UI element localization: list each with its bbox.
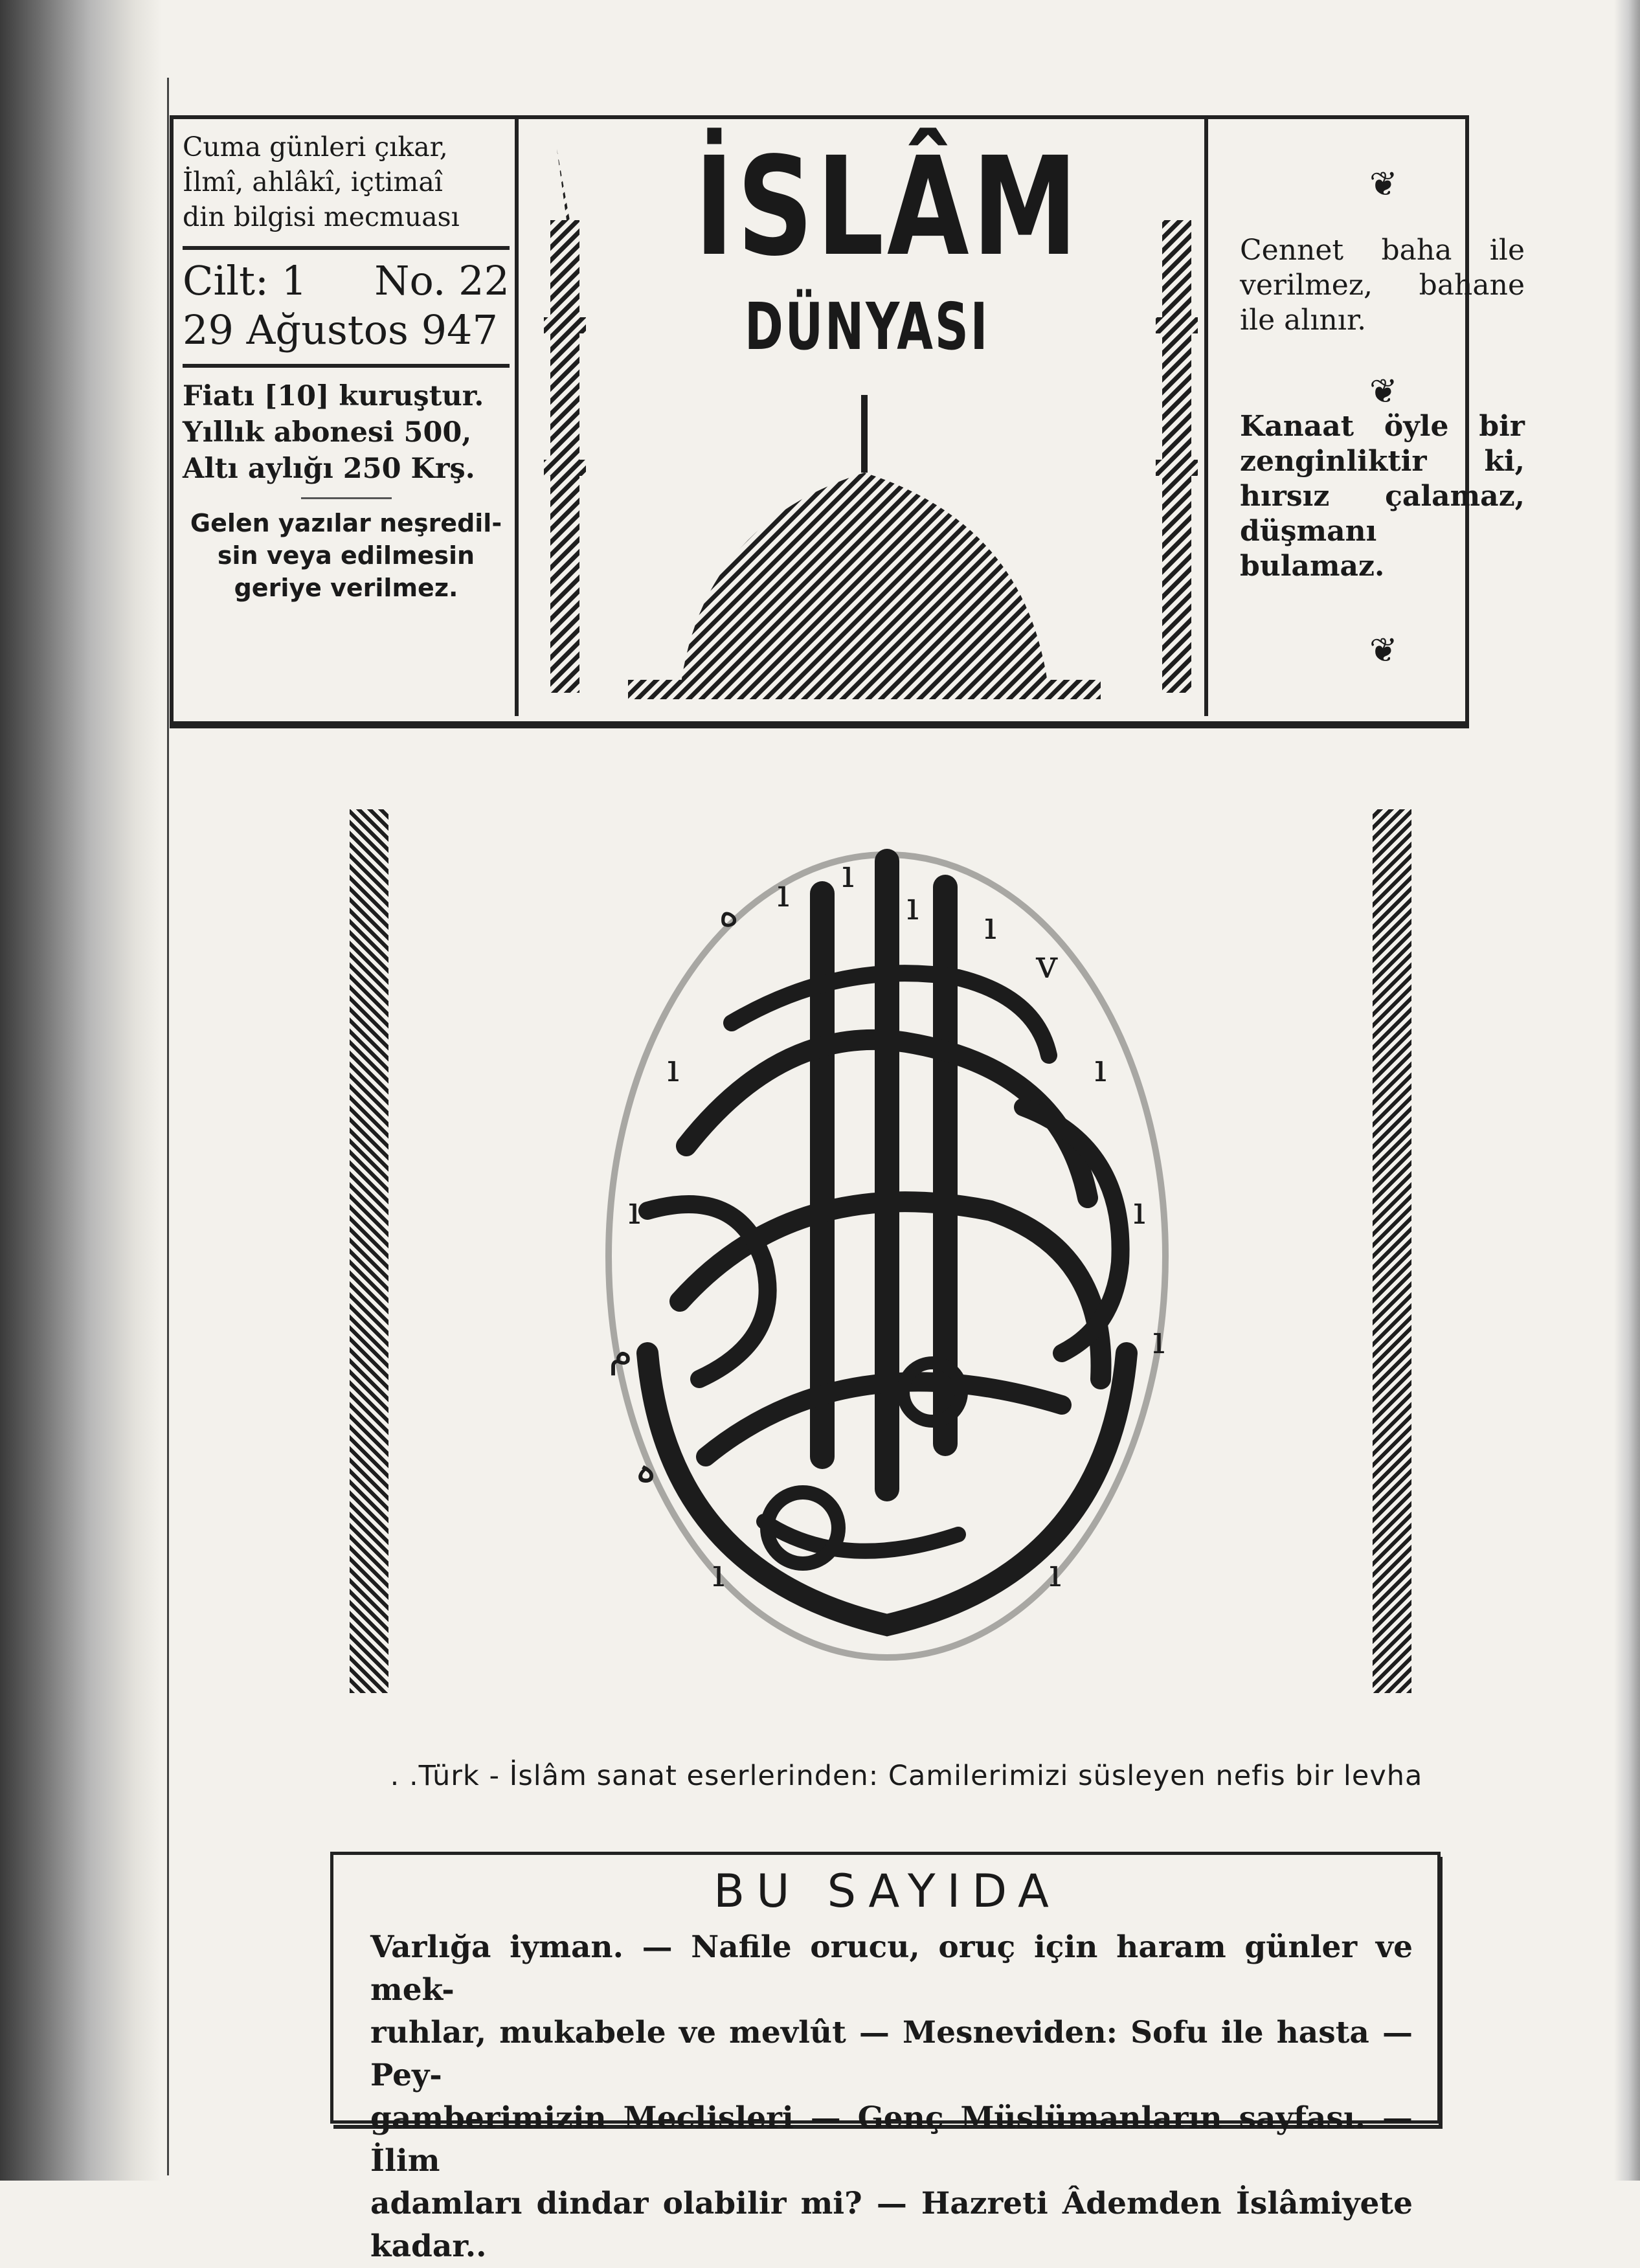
svg-text:ı: ı (777, 871, 790, 916)
tagline-line-3: din bilgisi mecmuası (183, 201, 460, 232)
masthead-right-column (1240, 168, 1525, 584)
svg-text:ه: ه (719, 890, 739, 936)
price-rule (301, 497, 392, 499)
contents-text (370, 1926, 1413, 2268)
quote-kanaat: Kanaat öyle bir zenginliktir ki, hırsız çalamaz, düşmanı bulamaz. (1240, 410, 1525, 583)
masthead-bottom-rule (170, 722, 1469, 728)
svg-text:ı: ı (712, 1551, 725, 1596)
svg-text:ı: ı (906, 884, 919, 929)
svg-text:ı: ı (984, 903, 997, 949)
scan-binding-shadow (0, 0, 162, 2181)
tagline-line-1: Cuma günleri çıkar, (183, 131, 448, 163)
tagline-line-2: İlmî, ahlâkî, içtimaî (183, 166, 443, 197)
contents-line-4: adamları dindar olabilir mi? — Hazreti Âdemden İslâmiyete kadar.. (370, 2186, 1413, 2264)
contents-line-3: gamberimizin Meclisleri — Genç Müslümanların sayfası. — İlim (370, 2100, 1413, 2179)
submission-note-line-2: sin veya edilmesin (217, 541, 475, 570)
volume-label: Cilt: 1 (183, 257, 308, 304)
price-line-1: Fiatı [10] kuruştur. (183, 380, 484, 412)
left-hatched-bar (350, 809, 388, 1693)
price-line-3: Altı aylığı 250 Krş. (183, 453, 475, 485)
price-line-2: Yıllık abonesi 500, (183, 416, 472, 449)
calligraphy-levha (570, 809, 1204, 1703)
contents-line-1: Varlığa iyman. — Nafile orucu, oruç için haram günler ve mek- (370, 1929, 1413, 2008)
svg-text:ı: ı (667, 1046, 680, 1091)
svg-text:م: م (609, 1330, 633, 1376)
right-hatched-bar (1373, 809, 1411, 1693)
svg-text:ı: ı (1133, 1188, 1146, 1233)
issue-date: 29 Ağustos 947 (183, 306, 498, 354)
tagline-rule (183, 246, 510, 250)
svg-text:ı: ı (842, 851, 855, 897)
date-rule (183, 364, 510, 368)
masthead-left-divider (515, 119, 519, 716)
contents-title: BU SAYIDA (713, 1865, 1061, 1918)
svg-text:ı: ı (628, 1188, 641, 1233)
contents-box-side-rule (1439, 1857, 1443, 2129)
scan-right-edge (1614, 0, 1640, 2181)
svg-text:v: v (1036, 942, 1058, 987)
leaf-icon: ❦ (1369, 165, 1398, 204)
masthead-title: İSLÂM (694, 128, 1081, 286)
masthead-subtitle: DÜNYASI (745, 289, 990, 365)
binding-edge-line (167, 78, 169, 2175)
svg-text:ہ: ہ (635, 1447, 658, 1492)
svg-text:ı: ı (1152, 1318, 1165, 1363)
leaf-icon: ❦ (1369, 631, 1398, 670)
masthead-right-divider (1204, 119, 1208, 716)
volume-issue-row (183, 256, 510, 306)
contents-line-2: ruhlar, mukabele ve mevlût — Mesneviden: Sofu ile hasta — Pey- (370, 2015, 1413, 2093)
issue-label: No. 22 (374, 257, 510, 304)
submission-note-line-3: geriye verilmez. (234, 574, 458, 602)
quote-cennet: Cennet baha ile verilmez, bahane ile alınır. (1240, 234, 1525, 337)
leaf-icon: ❦ (1369, 372, 1398, 411)
masthead-left-column (183, 129, 510, 604)
illustration-caption: . .Türk - İslâm sanat eserlerinden: Camilerimizi süsleyen nefis bir levha (390, 1760, 1423, 1792)
submission-note-line-1: Gelen yazılar neşredil- (190, 509, 502, 537)
svg-text:ı: ı (1094, 1046, 1107, 1091)
svg-text:ı: ı (1049, 1551, 1062, 1596)
